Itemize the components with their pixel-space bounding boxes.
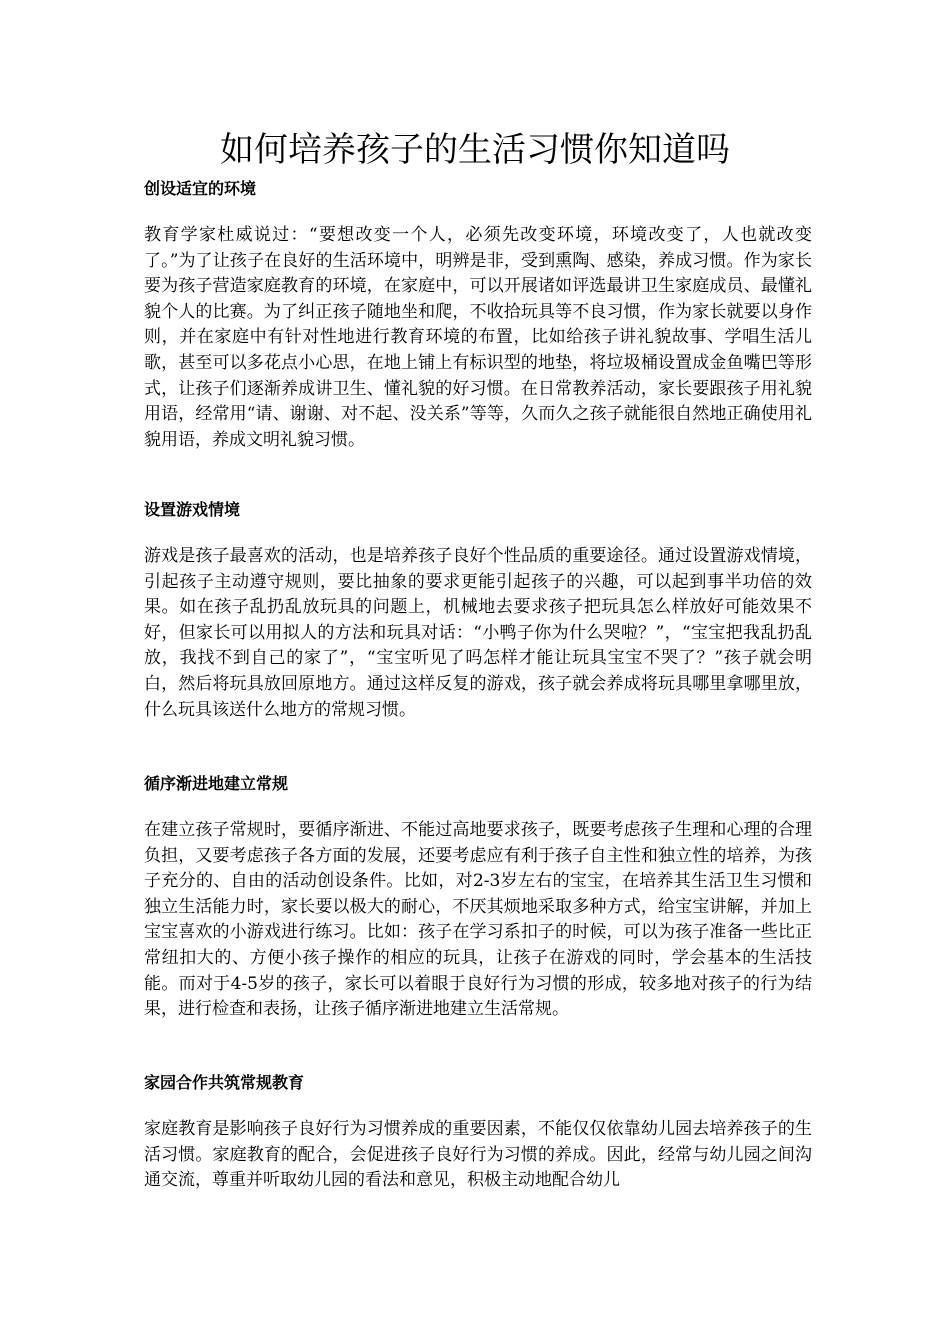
section-heading-game: 设置游戏情境	[144, 500, 241, 519]
section-heading-environment: 创设适宜的环境	[144, 179, 257, 198]
section-body-environment: 教育学家杜威说过：“要想改变一个人，必须先改变环境，环境改变了，人也就改变了。”为了让孩子在良好的生活环境中，明辨是非，受到熏陶、感染，养成习惯。作为家长要为孩子营造家庭教育的环境，在家庭中，可以开展诸如评选最讲卫生家庭成员、最懂礼貌个人的比赛。为了纠正孩子随地坐和爬，不收拾玩具等不良习惯，作为家长就要以身作则，并在家庭中有针对性地进行教育环境的布置，比如给孩子讲礼貌故事、学唱生活儿歌，甚至可以多花点小心思，在地上铺上有标识型的地垫，将垃圾桶设置成金鱼嘴巴等形式，让孩子们逐渐养成讲卫生、懂礼貌的好习惯。在日常教养活动，家长要跟孩子用礼貌用语，经常用“请、谢谢、对不起、没关系”等等，久而久之孩子就能很自然地正确使用礼貌用语，养成文明礼貌习惯。	[144, 225, 812, 450]
section-heading-routine: 循序渐进地建立常规	[144, 774, 289, 793]
document-title: 如何培养孩子的生活习惯你知道吗	[220, 130, 730, 170]
section-body-routine: 在建立孩子常规时，要循序渐进、不能过高地要求孩子，既要考虑孩子生理和心理的合理负担，又要考虑孩子各方面的发展，还要考虑应有利于孩子自主性和独立性的培养，为孩子充分的、自由的活动创设条件。比如，对2-3岁左右的宝宝，在培养其生活卫生习惯和独立生活能力时，家长要以极大的耐心，不厌其烦地采取多种方式，给宝宝讲解，并加上宝宝喜欢的小游戏进行练习。比如：孩子在学习系扣子的时候，可以为孩子准备一些比正常纽扣大的、方便小孩子操作的相应的玩具，让孩子在游戏的同时，学会基本的生活技能。而对于4-5岁的孩子，家长可以着眼于良好行为习惯的形成，较多地对孩子的行为结果，进行检查和表扬，让孩子循序渐进地建立生活常规。	[144, 820, 812, 1020]
section-heading-home-school: 家园合作共筑常规教育	[144, 1073, 305, 1092]
section-body-game: 游戏是孩子最喜欢的活动，也是培养孩子良好个性品质的重要途径。通过设置游戏情境，引起孩子主动遵守规则，要比抽象的要求更能引起孩子的兴趣，可以起到事半功倍的效果。如在孩子乱扔乱放玩具的问题上，机械地去要求孩子把玩具怎么样放好可能效果不好，但家长可以用拟人的方法和玩具对话：“小鸭子你为什么哭啦？”，“宝宝把我乱扔乱放，我找不到自己的家了”，“宝宝听见了吗怎样才能让玩具宝宝不哭了？”孩子就会明白，然后将玩具放回原地方。通过这样反复的游戏，孩子就会养成将玩具哪里拿哪里放，什么玩具该送什么地方的常规习惯。	[144, 546, 812, 720]
section-body-home-school: 家庭教育是影响孩子良好行为习惯养成的重要因素，不能仅仅依靠幼儿园去培养孩子的生活习惯。家庭教育的配合，会促进孩子良好行为习惯的养成。因此，经常与幼儿园之间沟通交流，尊重并听取幼儿园的看法和意见，积极主动地配合幼儿	[144, 1119, 812, 1191]
